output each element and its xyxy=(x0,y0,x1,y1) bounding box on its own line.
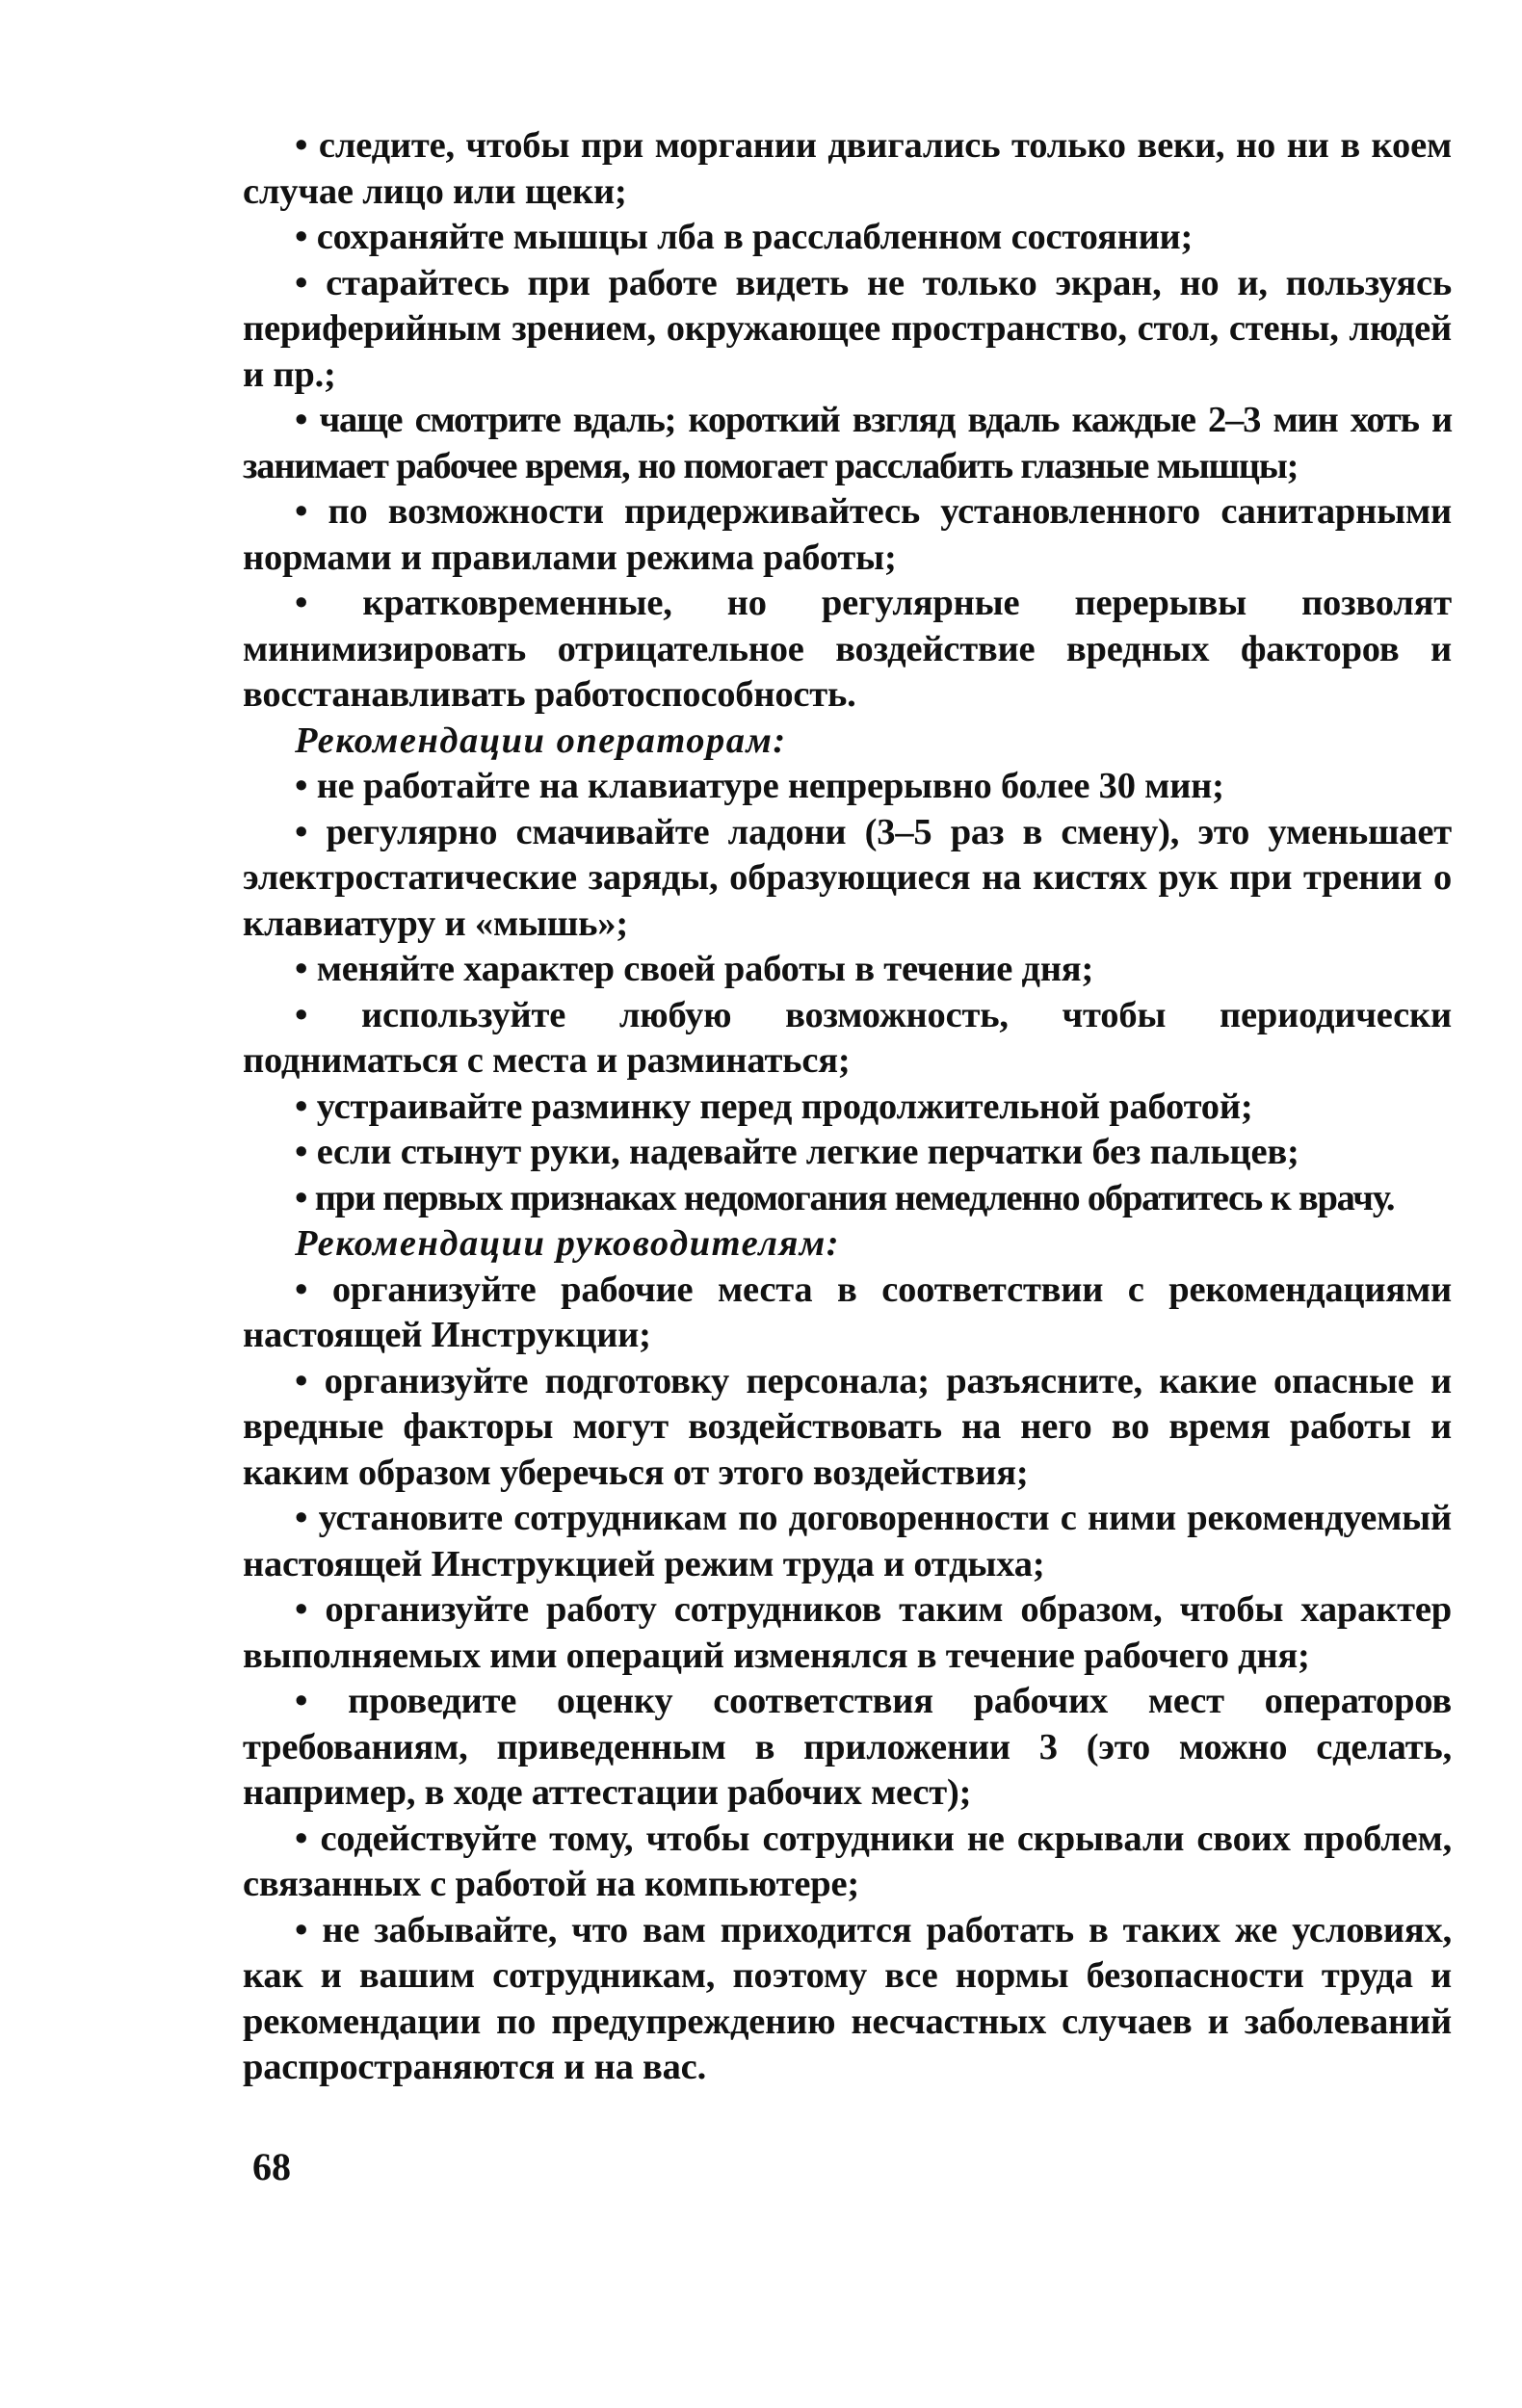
paragraph-stand-up: • используйте любую возможность, чтобы периодически подниматься с места и разминаться; xyxy=(243,994,1452,1081)
paragraph-forehead: • сохраняйте мышцы лба в расслабленном состоянии; xyxy=(295,217,1194,257)
page-number: 68 xyxy=(252,2145,291,2188)
paragraph-organize: • организуйте работу сотрудников таким образом, чтобы характер выполняемых ими операций изменялся в течение рабочего дня; xyxy=(243,1589,1452,1676)
paragraph-sanitary-norms: • по возможности придерживайтесь установленного санитарными нормами и правилами режима работы; xyxy=(243,491,1452,578)
paragraph-peripheral: • старайтесь при работе видеть не только экран, но и, пользуясь периферийным зрением, окружающее пространство, стол, стены, людей и пр.; xyxy=(243,262,1452,395)
paragraph-palms: • регулярно смачивайте ладони (3–5 раз в смену), это уменьшает электростатические заряды, образующиеся на кистях рук при трении о клавиатуру и «мышь»; xyxy=(243,811,1452,944)
paragraph-keyboard-time: • не работайте на клавиатуре непрерывно более 30 мин; xyxy=(295,766,1224,806)
paragraph-problems: • содействуйте тому, чтобы сотрудники не скрывали своих проблем, связанных с работой на компьютере; xyxy=(243,1818,1452,1904)
paragraph-gloves: • если стынут руки, надевайте легкие перчатки без пальцев; xyxy=(295,1132,1299,1172)
paragraph-blink: • следите, чтобы при моргании двигались только веки, но ни в коем случае лицо или щеки; xyxy=(243,125,1452,212)
page-body xyxy=(243,123,1452,2091)
paragraph-change-work: • меняйте характер своей работы в течение дня; xyxy=(295,949,1094,989)
paragraph-doctor: • при первых признаках недомогания немедленно обратитесь к врачу. xyxy=(295,1177,1395,1218)
paragraph-same-conditions: • не забывайте, что вам приходится работать в таких же условиях, как и вашим сотрудникам, поэтому все нормы безопасности труда и рекомендации по предупреждению несчастных случаев и заболеваний распространяются и на вас. xyxy=(243,1909,1452,2087)
paragraph-workplaces: • организуйте рабочие места в соответствии с рекомендациями настоящей Инструкции; xyxy=(243,1269,1452,1355)
paragraph-training: • организуйте подготовку персонала; разъясните, какие опасные и вредные факторы могут воздействовать на него во время работы и каким образом уберечься от этого воздействия; xyxy=(243,1360,1452,1493)
paragraph-regime: • установите сотрудникам по договоренности с ними рекомендуемый настоящей Инструкцией режим труда и отдыха; xyxy=(243,1498,1452,1584)
paragraph-assessment: • проведите оценку соответствия рабочих мест операторов требованиям, приведенным в приложении 3 (это можно сделать, например, в ходе аттестации рабочих мест); xyxy=(243,1681,1452,1813)
paragraph-warmup: • устраивайте разминку перед продолжительной работой; xyxy=(295,1086,1253,1127)
heading-managers: Рекомендации руководителям: xyxy=(295,1223,841,1264)
paragraph-look-away: • чаще смотрите вдаль; короткий взгляд вдаль каждые 2–3 мин хоть и занимает рабочее время, но помогает расслабить глазные мышцы; xyxy=(243,400,1452,486)
paragraph-breaks: • кратковременные, но регулярные перерывы позволят минимизировать отрицательное воздействие вредных факторов и восстанавливать работоспособность. xyxy=(243,583,1452,715)
heading-operators: Рекомендации операторам: xyxy=(295,720,787,761)
